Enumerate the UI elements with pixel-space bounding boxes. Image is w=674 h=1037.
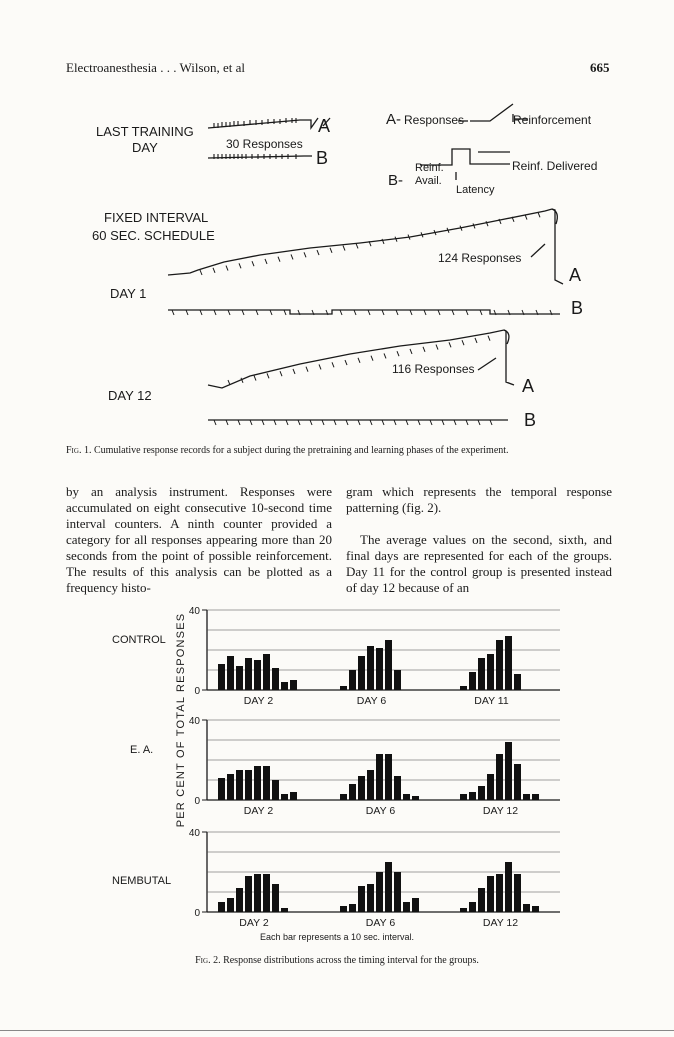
figure-2-chart [0, 600, 674, 945]
chart-bar [394, 776, 401, 800]
chart-bar [385, 862, 392, 912]
chart-bar [496, 754, 503, 800]
running-title: Electroanesthesia . . . Wilson, et al [66, 60, 246, 75]
chart-bar [478, 888, 485, 912]
page-bottom-rule [0, 1030, 674, 1031]
chart-y-tick-label: 40 [188, 606, 200, 617]
chart-group-e-a [130, 716, 560, 817]
chart-bar [263, 766, 270, 800]
chart-bar [412, 898, 419, 912]
chart-bar [505, 636, 512, 690]
chart-bar [272, 780, 279, 800]
figure-1-caption [66, 444, 612, 457]
chart-bar [376, 754, 383, 800]
training-label-b: B [316, 148, 329, 168]
legend-b-reinf: Reinf. [415, 162, 444, 174]
day1-label-a: A [569, 265, 582, 285]
chart-bar [514, 874, 521, 912]
figure-2-caption-text: Response distributions across the timing interval for the groups. [223, 955, 479, 966]
chart-bar [376, 648, 383, 690]
chart-day-label: DAY 12 [482, 805, 519, 817]
chart-bar [367, 646, 374, 690]
chart-bar [349, 784, 356, 800]
chart-bar [505, 862, 512, 912]
page-number: 665 [590, 60, 610, 75]
training-label-a: A [318, 116, 331, 136]
chart-day-label: DAY 6 [365, 917, 396, 929]
legend-a-record [470, 104, 513, 121]
chart-bar [376, 872, 383, 912]
chart-day-label: DAY 12 [482, 917, 519, 929]
legend-b-avail: Avail. [415, 175, 442, 187]
legend-b-latency: Latency [456, 184, 495, 196]
chart-bar [254, 766, 261, 800]
legend-b-prefix: B- [388, 172, 403, 189]
chart-bar [290, 792, 297, 800]
chart-bar [478, 658, 485, 690]
chart-bar [254, 660, 261, 690]
chart-day-label: DAY 6 [356, 695, 387, 707]
training-ticks-a [214, 118, 296, 128]
chart-bar [272, 884, 279, 912]
chart-bar [403, 794, 410, 800]
chart-bar [227, 774, 234, 800]
chart-bar [236, 888, 243, 912]
body-left-column [66, 484, 332, 596]
chart-bar [469, 672, 476, 690]
chart-bar [469, 792, 476, 800]
chart-bar [358, 656, 365, 690]
chart-bar [505, 742, 512, 800]
chart-bar [263, 874, 270, 912]
figure-1-caption-text: Cumulative response records for a subject during the pretraining and learning phases of the experiment. [93, 445, 509, 456]
chart-bar [340, 906, 347, 912]
chart-y-axis-label: PER CENT OF TOTAL RESPONSES [175, 612, 187, 828]
training-record-a [208, 118, 318, 128]
body-right-paragraph-1: gram which represents the temporal response patterning (fig. 2). [346, 484, 612, 515]
chart-bar [523, 904, 530, 912]
chart-bar [340, 794, 347, 800]
chart-bar [290, 680, 297, 690]
day12-label-b: B [524, 410, 537, 430]
chart-bar [460, 686, 467, 690]
chart-group-label: CONTROL [112, 634, 166, 646]
chart-group-label: NEMBUTAL [112, 875, 172, 887]
chart-day-label: DAY 2 [243, 805, 274, 817]
chart-bar [514, 764, 521, 800]
chart-bar [532, 906, 539, 912]
chart-group-nembutal [112, 828, 560, 929]
day12-label: DAY 12 [108, 388, 152, 403]
chart-bar [218, 902, 225, 912]
chart-bar [478, 786, 485, 800]
chart-bar [487, 876, 494, 912]
chart-bar [460, 794, 467, 800]
chart-day-label: DAY 2 [243, 695, 274, 707]
chart-bar [385, 754, 392, 800]
chart-bar [514, 674, 521, 690]
legend-a-prefix: A- [386, 111, 401, 128]
chart-bar [272, 668, 279, 690]
chart-bar [358, 776, 365, 800]
day1-record-a [168, 209, 563, 284]
day1-label: DAY 1 [110, 286, 147, 301]
chart-bar [349, 904, 356, 912]
figure-2-caption-lead: Fig. 2. [195, 955, 221, 966]
chart-bar [236, 770, 243, 800]
chart-y-tick-label: 40 [188, 716, 200, 727]
figure-2-caption [0, 954, 674, 967]
chart-bar [245, 876, 252, 912]
last-training-label-1: LAST TRAINING [96, 124, 194, 139]
figure-1-caption-lead: Fig. 1. [66, 445, 92, 456]
body-right-column [346, 484, 612, 596]
schedule-label-1: FIXED INTERVAL [104, 210, 209, 225]
day12-label-a: A [522, 376, 535, 396]
chart-bar [281, 908, 288, 912]
legend-a-reinforcement: Reinforcement [513, 113, 592, 127]
chart-bar [487, 774, 494, 800]
chart-y-tick-label: 0 [194, 686, 200, 697]
day1-label-b: B [571, 298, 584, 318]
chart-bar [532, 794, 539, 800]
day1-record-b [168, 310, 560, 314]
figure-1 [0, 90, 674, 435]
body-left-paragraph: by an analysis instrument. Responses were accumulated on eight consecutive 10-second time interval counters. A ninth counter provided a category for all responses appearing more than 20 seconds from the point of possible reinforcement. The results of this analysis can be plotted as a frequency histo- [66, 484, 332, 595]
chart-bar [245, 658, 252, 690]
chart-bar [281, 682, 288, 690]
chart-bar [263, 654, 270, 690]
chart-day-label: DAY 11 [474, 695, 509, 707]
chart-bar [403, 902, 410, 912]
chart-y-tick-label: 0 [194, 796, 200, 807]
chart-bar [523, 794, 530, 800]
chart-bar [254, 874, 261, 912]
chart-bar [218, 664, 225, 690]
last-training-label-2: DAY [132, 140, 158, 155]
chart-y-tick-label: 0 [194, 908, 200, 919]
chart-y-tick-label: 40 [188, 828, 200, 839]
chart-bar [227, 898, 234, 912]
chart-bar [367, 770, 374, 800]
chart-bar [469, 902, 476, 912]
chart-bar [281, 794, 288, 800]
chart-bar [358, 886, 365, 912]
schedule-label-2: 60 SEC. SCHEDULE [92, 228, 215, 243]
chart-group-label: E. A. [130, 744, 154, 756]
chart-bar [218, 778, 225, 800]
chart-note: Each bar represents a 10 sec. interval. [259, 932, 415, 942]
legend-b-delivered: Reinf. Delivered [512, 159, 598, 173]
record-ticks [172, 212, 552, 425]
responses-116-label: 116 Responses [392, 362, 475, 376]
chart-bar [236, 666, 243, 690]
chart-bar [245, 770, 252, 800]
chart-bar [496, 874, 503, 912]
chart-bar [385, 640, 392, 690]
legend-a-responses: Responses [404, 113, 465, 127]
chart-bar [227, 656, 234, 690]
day12-record-a [208, 330, 514, 388]
responses-124-label: 124 Responses [438, 251, 522, 265]
responses-30-label: 30 Responses [226, 137, 303, 151]
chart-bar [367, 884, 374, 912]
chart-bar [412, 796, 419, 800]
chart-bar [496, 640, 503, 690]
chart-bar [349, 670, 356, 690]
chart-bar [340, 686, 347, 690]
chart-bar [460, 908, 467, 912]
chart-bar [394, 670, 401, 690]
chart-day-label: DAY 6 [365, 805, 396, 817]
chart-bar [394, 872, 401, 912]
chart-day-label: DAY 2 [239, 917, 269, 929]
body-right-paragraph-2: The average values on the second, sixth, and final days are represented for each of the groups. Day 11 for the control group is presented instead of day 12 because of an [346, 532, 612, 595]
chart-bar [487, 654, 494, 690]
